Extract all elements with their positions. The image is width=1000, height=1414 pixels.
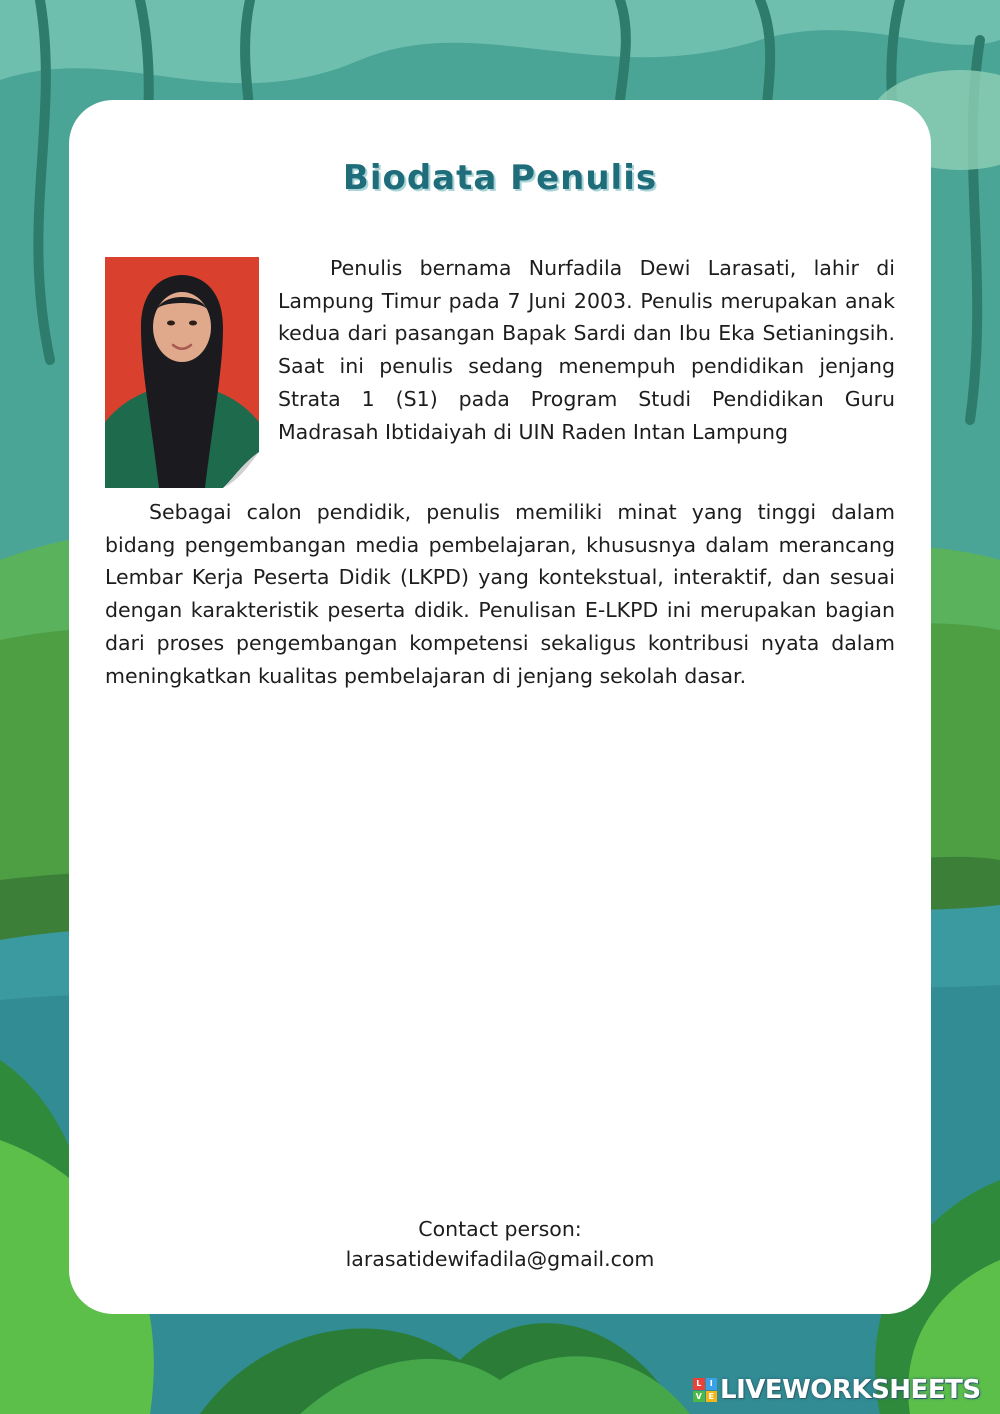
contact-email[interactable]: larasatidewifadila@gmail.com bbox=[345, 1247, 655, 1271]
author-portrait-icon bbox=[105, 257, 259, 488]
liveworksheets-logo-icon bbox=[693, 1378, 717, 1402]
author-photo bbox=[105, 257, 259, 488]
contact-label: Contact person: bbox=[418, 1217, 582, 1241]
bio-paragraph-2: Sebagai calon pendidik, penulis memiliki minat yang tinggi dalam bidang pengembangan media pembelajaran, khususnya dalam merancang Lembar Kerja Peserta Didik (LKPD) yang kontekstual, interaktif, dan sesuai dengan karakteristik peserta didik. Penulisan E-LKPD ini merupakan bagian dari proses pengembangan kompetensi sekaligus kontribusi nyata dalam meningkatkan kualitas pembelajaran di jenjang sekolah dasar. bbox=[105, 500, 895, 688]
logo-letter-l: L bbox=[693, 1378, 705, 1390]
logo-letter-v: V bbox=[693, 1391, 705, 1403]
logo-letter-i: I bbox=[706, 1378, 718, 1390]
bio-paragraph-1: Penulis bernama Nurfadila Dewi Larasati, lahir di Lampung Timur pada 7 Juni 2003. Penulis merupakan anak kedua dari pasangan Bapak Sardi dan Ibu Eka Setianingsih. Saat ini penulis sedang menempuh pendidikan jenjang Strata 1 (S1) pada Program Studi Pendidikan Guru Madrasah Ibtidaiyah di UIN Raden Intan Lampung bbox=[278, 256, 895, 444]
liveworksheets-branding[interactable] bbox=[693, 1376, 981, 1404]
liveworksheets-wordmark: LIVEWORKSHEETS bbox=[720, 1375, 981, 1405]
page-title: Biodata Penulis bbox=[342, 158, 658, 198]
logo-letter-e: E bbox=[706, 1391, 718, 1403]
